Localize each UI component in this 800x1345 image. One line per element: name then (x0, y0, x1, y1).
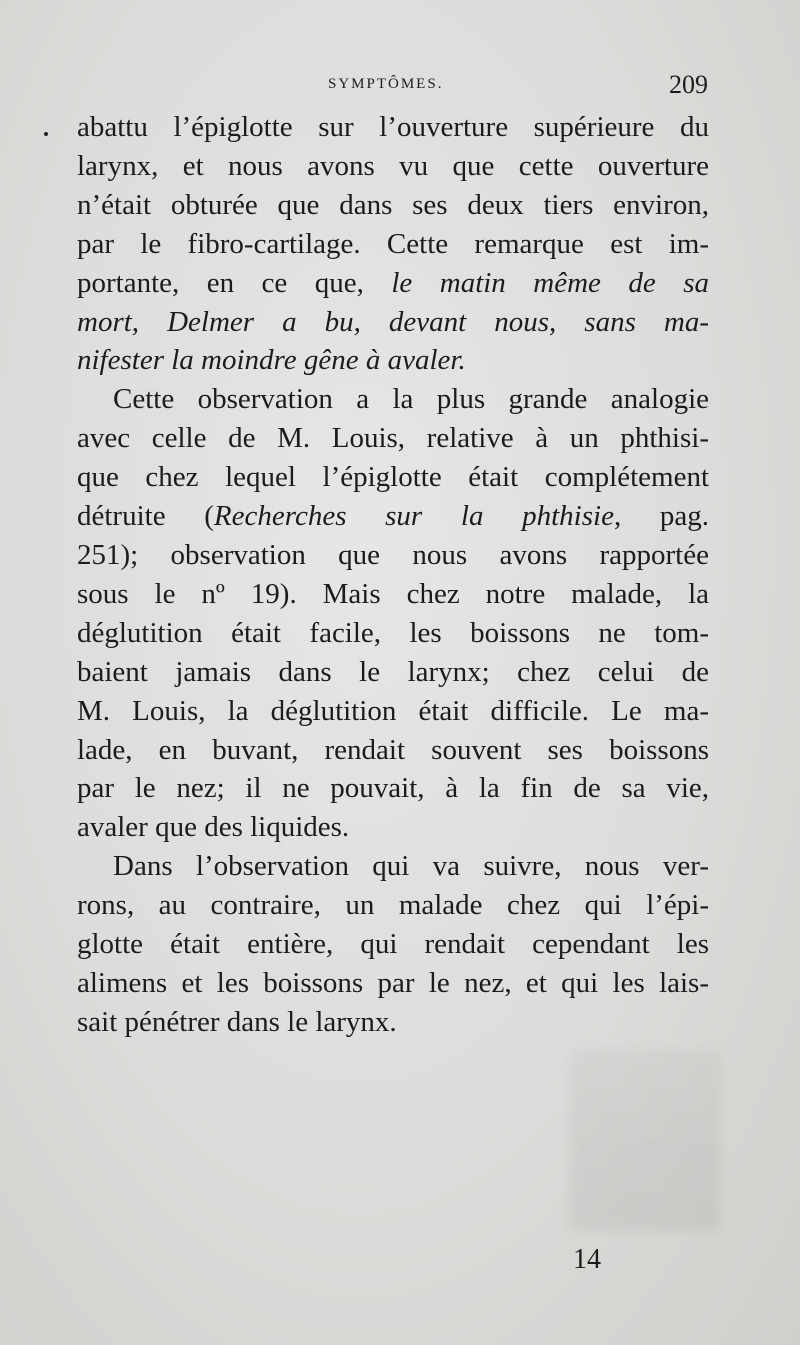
text-line: baient jamais dans le larynx; chez celui de (77, 655, 709, 688)
text-line: mort, Delmer a bu, devant nous, sans ma- (77, 305, 709, 338)
text-line: sous le nº 19). Mais chez notre malade, la (77, 577, 709, 610)
text-line: abattu l’épiglotte sur l’ouverture supérieure du (77, 111, 709, 143)
text-line: Dans l’observation qui va suivre, nous ver- (113, 850, 709, 883)
text-segment: portante, en ce que, (77, 266, 364, 299)
margin-mark (44, 132, 48, 136)
show-through-shadow (570, 1050, 720, 1230)
signature-mark: 14 (573, 1244, 601, 1275)
running-title: SYMPTÔMES. (328, 76, 444, 92)
text-line: déglutition était facile, les boissons ne tom- (77, 616, 709, 649)
text-line: nifester la moindre gêne à avaler. (77, 344, 466, 377)
text-line: rons, au contraire, un malade chez qui l’épi- (77, 889, 709, 922)
italic-segment: le matin même de sa (391, 266, 709, 299)
text-line: avec celle de M. Louis, relative à un phthisi- (77, 422, 709, 455)
page-header (0, 70, 800, 104)
text-line: par le nez; il ne pouvait, à la fin de sa vie, (77, 772, 709, 805)
text-line: Cette observation a la plus grande analogie (113, 383, 709, 416)
text-line: que chez lequel l’épiglotte était complétement (77, 461, 709, 494)
text-line (77, 264, 709, 303)
text-line: n’était obturée que dans ses deux tiers environ, (77, 188, 709, 221)
text-segment: , pag. (613, 500, 709, 533)
body-text (77, 108, 709, 1042)
page-number: 209 (669, 70, 708, 99)
text-line: glotte était entière, qui rendait cependant les (77, 928, 709, 961)
text-line: M. Louis, la déglutition était difficile. Le ma- (77, 694, 709, 727)
text-line: larynx, et nous avons vu que cette ouverture (77, 149, 709, 182)
text-line: alimens et les boissons par le nez, et qui les lais- (77, 966, 709, 999)
text-line: lade, en buvant, rendait souvent ses boissons (77, 733, 709, 766)
text-line (77, 497, 709, 536)
text-line: par le fibro-cartilage. Cette remarque est im- (77, 227, 709, 260)
text-line: avaler que des liquides. (77, 811, 350, 844)
italic-title: Recherches sur la phthisie (213, 500, 614, 533)
text-line: sait pénétrer dans le larynx. (77, 1005, 397, 1038)
text-line: 251); observation que nous avons rapportée (77, 538, 709, 571)
text-segment: détruite ( (77, 500, 214, 533)
